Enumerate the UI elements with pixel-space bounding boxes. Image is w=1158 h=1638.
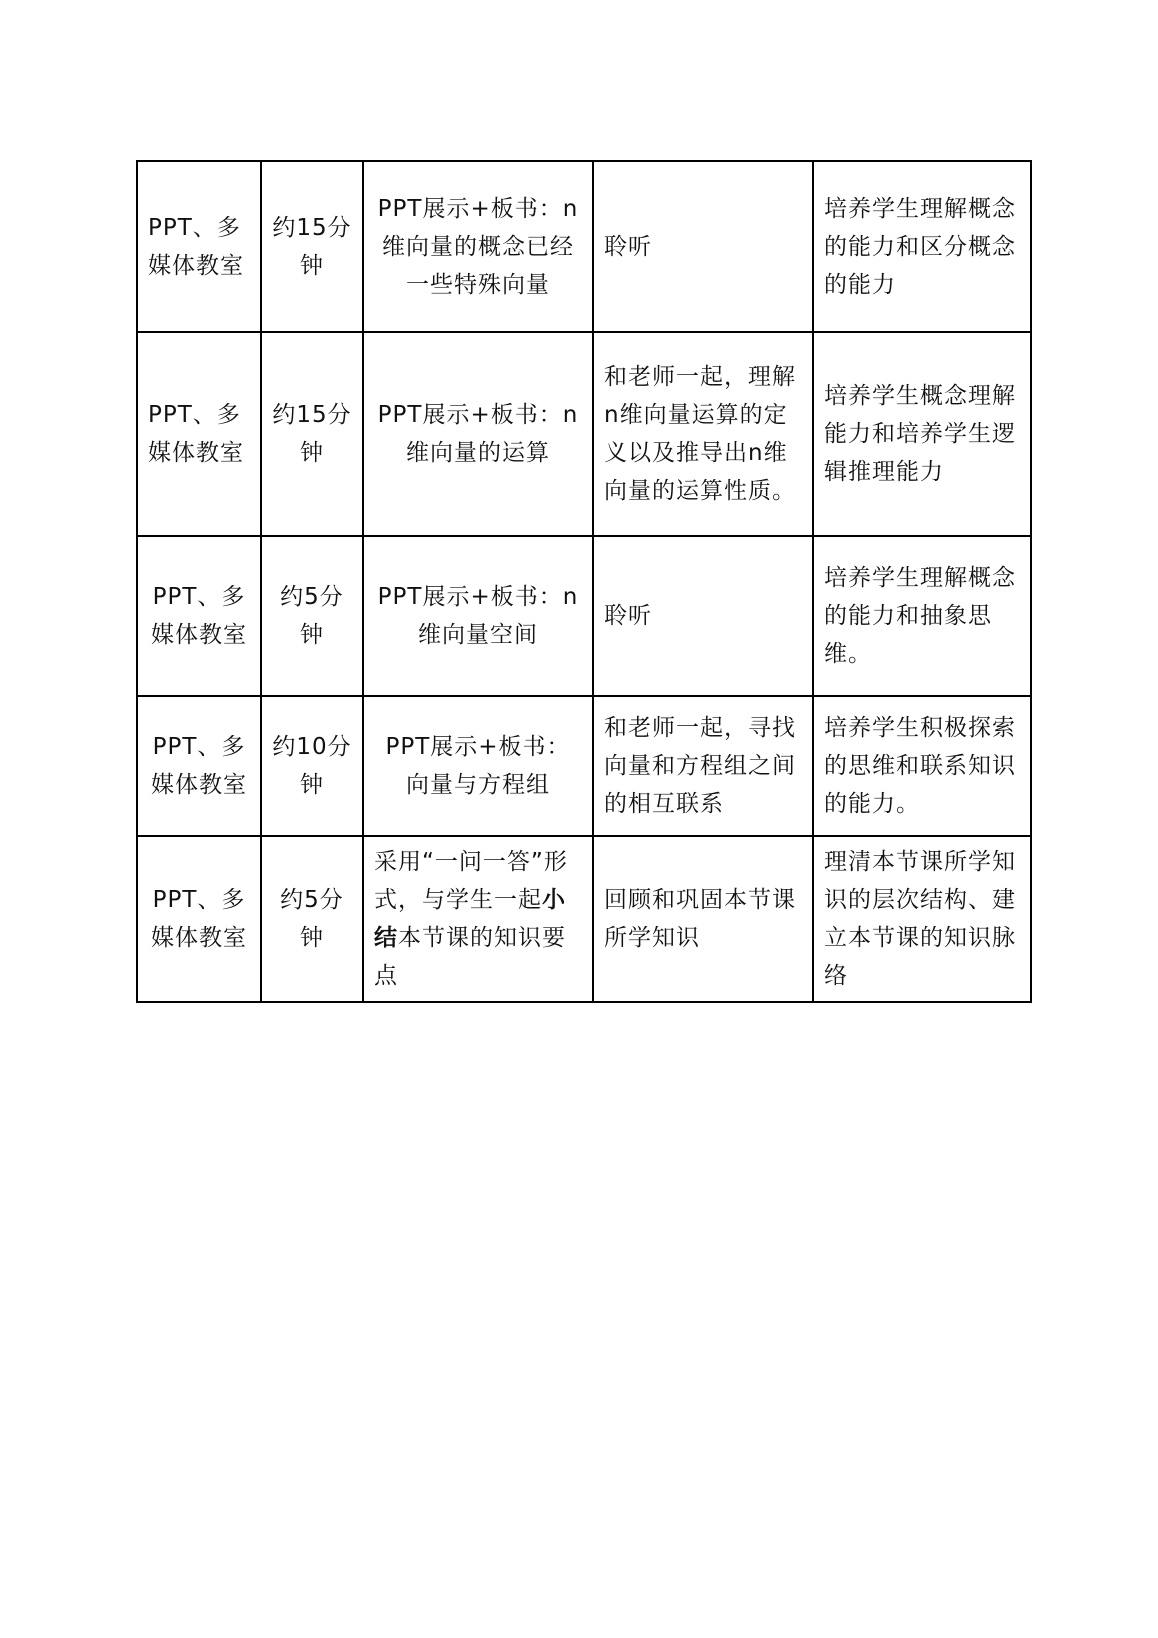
- time-cell: 约5分钟: [261, 536, 363, 696]
- equipment-cell: PPT、多媒体教室: [137, 836, 261, 1002]
- summary-emphasis: 小结: [374, 887, 566, 951]
- teacher-activity-cell: PPT展示+板书：n维向量空间: [363, 536, 593, 696]
- teacher-activity-cell: [363, 836, 593, 1002]
- goal-cell: 理清本节课所学知识的层次结构、建立本节课的知识脉络: [813, 836, 1031, 1002]
- student-activity-cell: 聆听: [593, 536, 813, 696]
- lesson-plan-table: [136, 160, 1032, 1003]
- time-cell: 约5分钟: [261, 836, 363, 1002]
- goal-cell: 培养学生概念理解能力和培养学生逻辑推理能力: [813, 332, 1031, 536]
- table-row: [137, 332, 1031, 536]
- equipment-cell: PPT、多媒体教室: [137, 696, 261, 836]
- table-row: [137, 836, 1031, 1002]
- goal-cell: 培养学生理解概念的能力和区分概念的能力: [813, 161, 1031, 332]
- teacher-activity-cell: PPT展示+板书：n维向量的运算: [363, 332, 593, 536]
- student-activity-cell: 和老师一起，寻找向量和方程组之间的相互联系: [593, 696, 813, 836]
- student-activity-cell: 回顾和巩固本节课所学知识: [593, 836, 813, 1002]
- table-row: [137, 696, 1031, 836]
- equipment-cell: PPT、多媒体教室: [137, 161, 261, 332]
- goal-cell: 培养学生理解概念的能力和抽象思维。: [813, 536, 1031, 696]
- teacher-activity-text: 采用“一问一答”形式，与学生一起: [374, 849, 568, 913]
- table-row: [137, 161, 1031, 332]
- teacher-activity-text: 本节课的知识要点: [374, 925, 566, 989]
- equipment-cell: PPT、多媒体教室: [137, 332, 261, 536]
- teacher-activity-cell: PPT展示+板书：向量与方程组: [363, 696, 593, 836]
- time-cell: 约15分钟: [261, 332, 363, 536]
- goal-cell: 培养学生积极探索的思维和联系知识的能力。: [813, 696, 1031, 836]
- table-row: [137, 536, 1031, 696]
- time-cell: 约15分钟: [261, 161, 363, 332]
- equipment-cell: PPT、多媒体教室: [137, 536, 261, 696]
- time-cell: 约10分钟: [261, 696, 363, 836]
- teacher-activity-cell: PPT展示+板书：n维向量的概念已经一些特殊向量: [363, 161, 593, 332]
- student-activity-cell: 聆听: [593, 161, 813, 332]
- student-activity-cell: 和老师一起，理解n维向量运算的定义以及推导出n维向量的运算性质。: [593, 332, 813, 536]
